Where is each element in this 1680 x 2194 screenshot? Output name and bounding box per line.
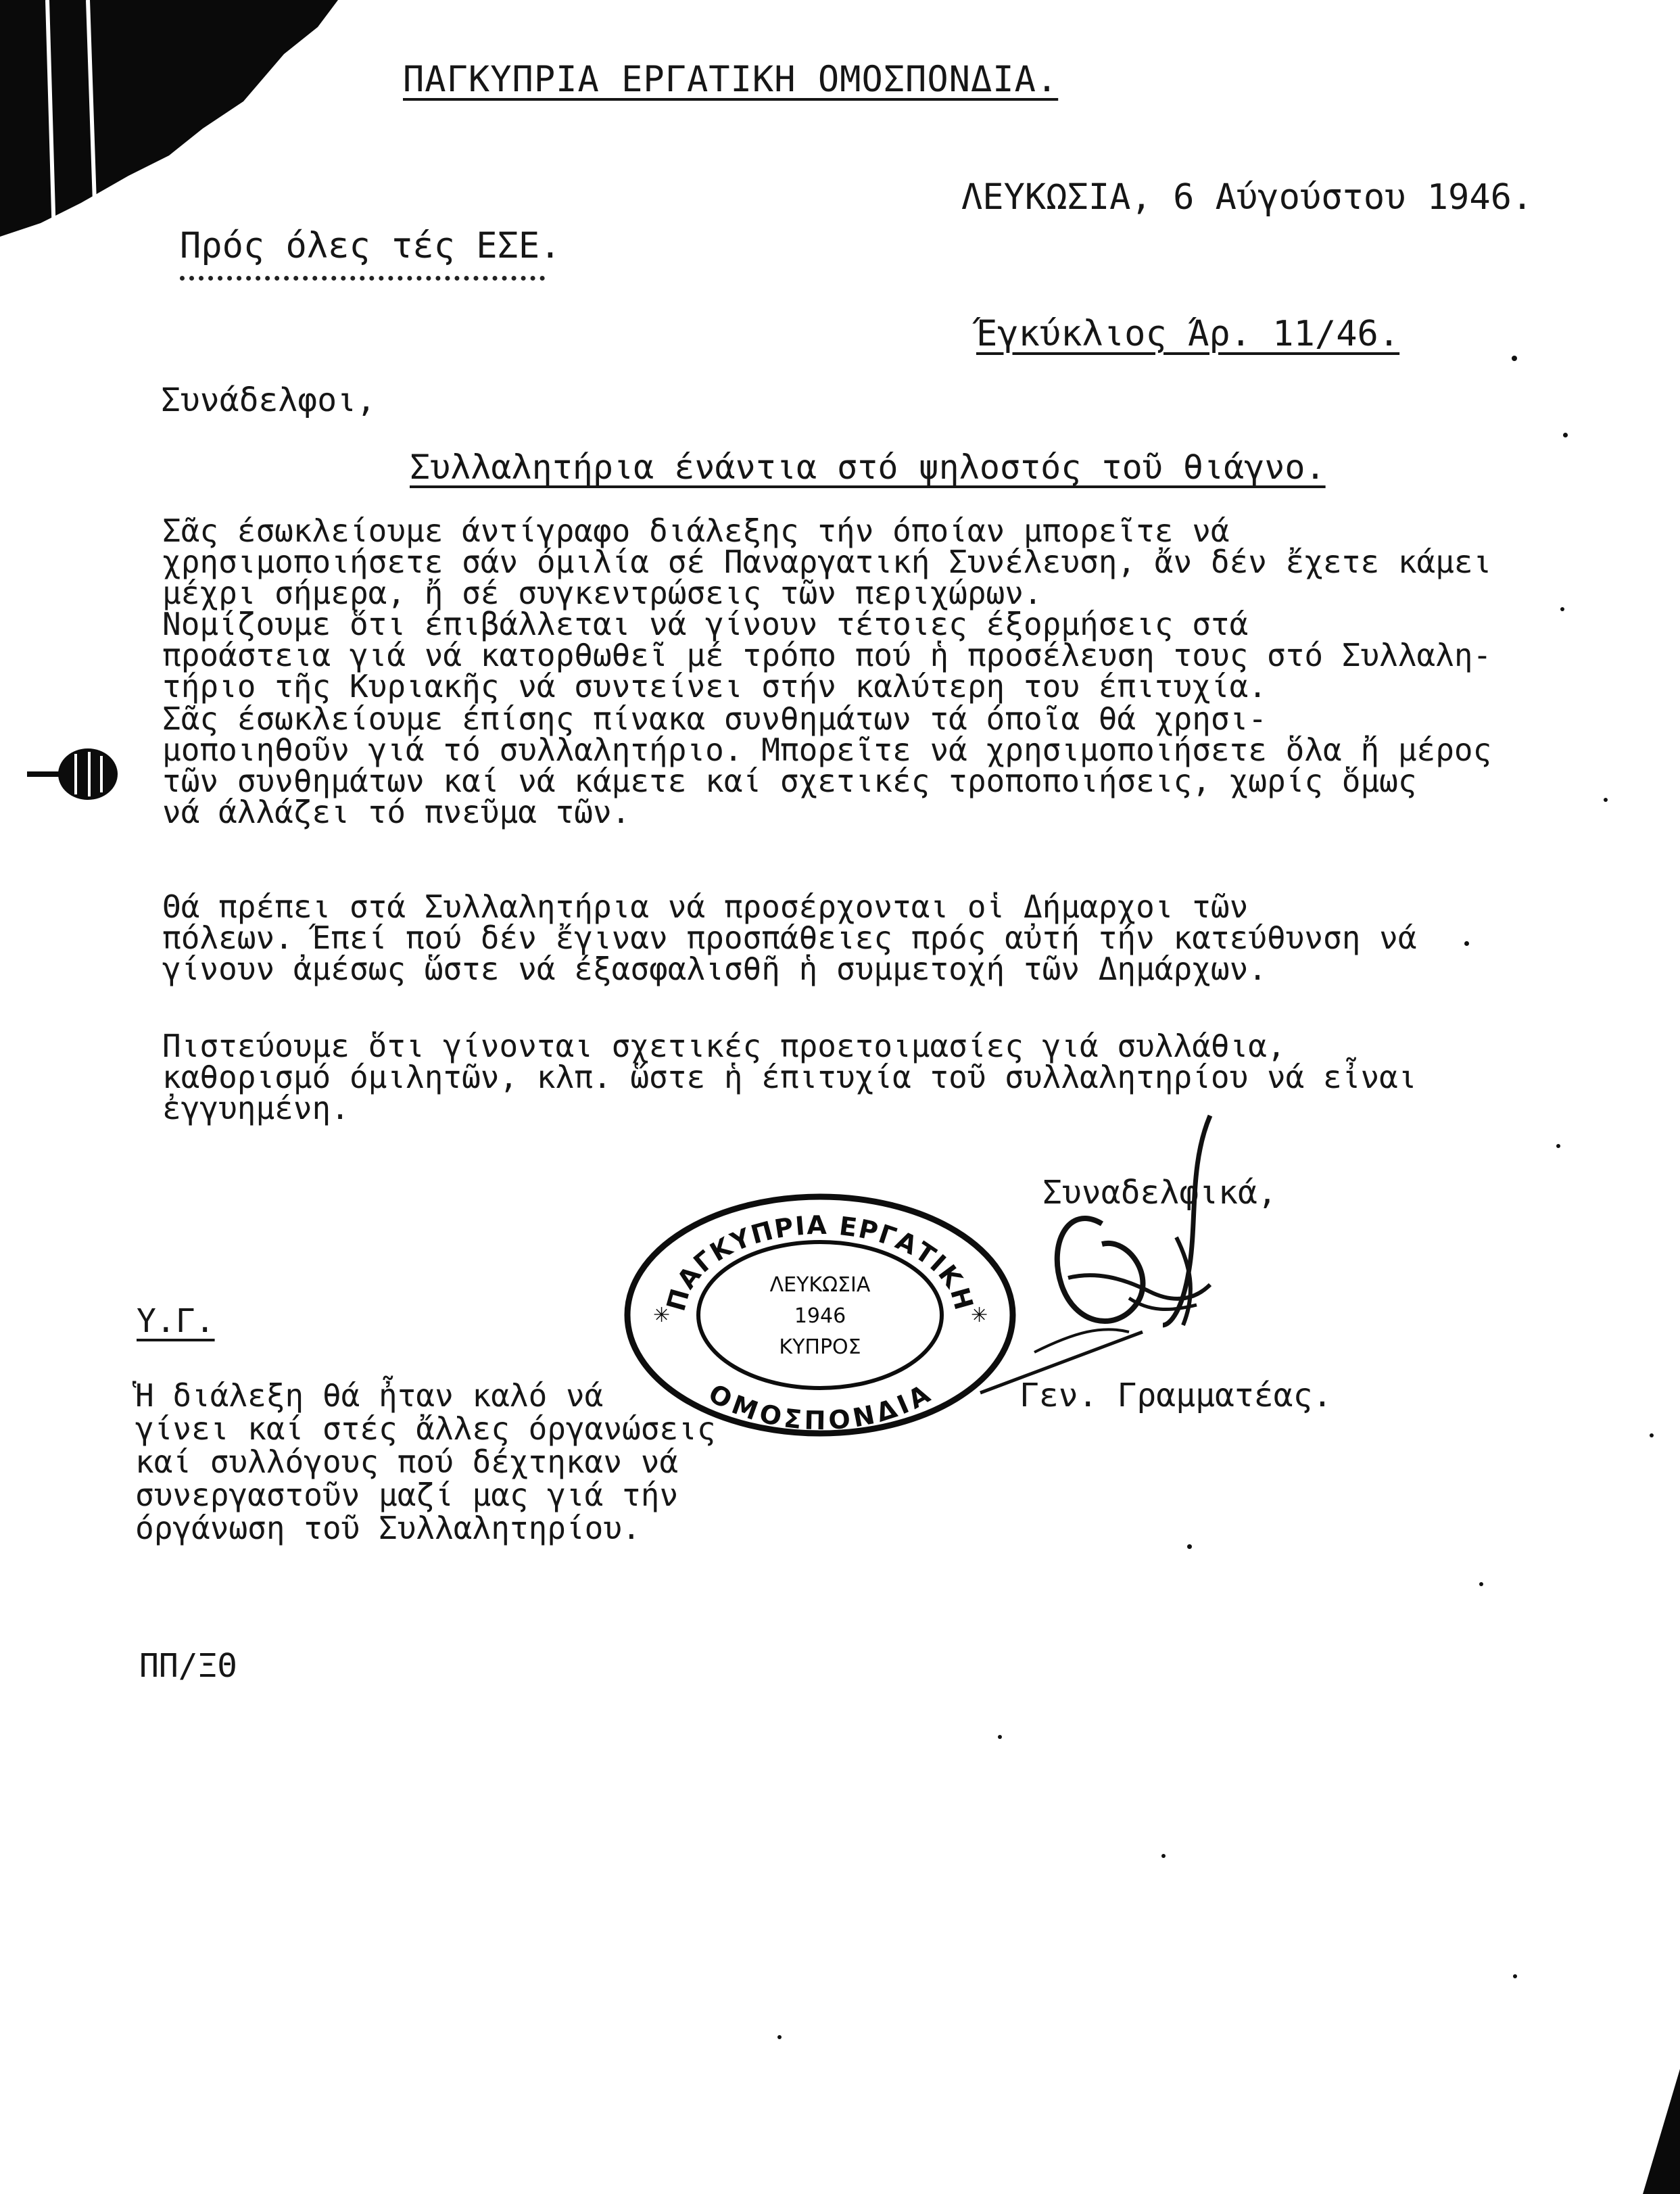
circular-reference: Έγκύκλιος Άρ. 11/46.	[976, 314, 1400, 354]
paragraph-line: μοποιηθοῦν γιά τό συλλαλητήριο. Μπορεῖτε νά χρησιμοποιήσετε ὅλα ἤ μέρος	[162, 732, 1492, 768]
scan-speck	[1650, 1433, 1654, 1437]
scan-speck	[1512, 356, 1517, 361]
paragraph-line: Νομίζουμε ὅτι έπιβάλλεται νά γίνουν τέτοιες έξορμήσεις στά	[162, 606, 1249, 642]
scan-edge-mark	[1636, 2069, 1680, 2194]
stamp-star-icon: ✳	[971, 1304, 988, 1327]
recipient-line: Πρός όλες τές ΕΣΕ.	[180, 226, 561, 266]
paragraph-line: τήριο τῆς Κυριακῆς νά συντείνει στήν καλύτερη του έπιτυχία.	[162, 668, 1267, 705]
scan-speck	[998, 1735, 1002, 1739]
scan-speck	[1187, 1544, 1192, 1549]
svg-text:ΠΑΓΚΥΠΡΙΑ ΕΡΓΑΤΙΚΗ	[661, 1210, 980, 1314]
stamp-year: 1946	[794, 1304, 846, 1328]
scan-speck	[1560, 607, 1564, 611]
recipient-dotted-underline	[180, 276, 545, 281]
postscript-line: γίνει καί στές ἄλλες όργανώσεις	[135, 1410, 716, 1447]
body-paragraph-5	[162, 1030, 1636, 1124]
paragraph-line: τῶν συνθημάτων καί νά κάμετε καί σχετικές τροποποιήσεις, χωρίς ὅμως	[162, 763, 1417, 799]
paragraph-line: μέχρι σήμερα, ἤ σέ συγκεντρώσεις τῶν περιχώρων.	[162, 575, 1042, 611]
signer-title: Γεν. Γραμματέας.	[1019, 1377, 1333, 1414]
postscript-line: όργάνωση τοῦ Συλλαλητηρίου.	[135, 1510, 641, 1546]
paragraph-line: Πιστεύουμε ὅτι γίνονται σχετικές προετοιμασίες γιά συλλάθια,	[162, 1028, 1286, 1064]
salutation: Συνάδελφοι,	[161, 381, 376, 419]
scan-speck	[1161, 1854, 1166, 1858]
postscript-body	[135, 1379, 784, 1545]
paragraph-line: χρησιμοποιήσετε σάν όμιλία σέ Παναργατική Συνέλευση, ἄν δέν ἔχετε κάμει	[162, 544, 1492, 580]
paragraph-line: Θά πρέπει στά Συλλαλητήρια νά προσέρχονται οἱ Δήμαρχοι τῶν	[162, 888, 1249, 925]
scan-speck	[1513, 1974, 1517, 1978]
stamp-city: ΛΕΥΚΩΣΙΑ	[769, 1273, 871, 1297]
scan-speck	[1556, 1144, 1560, 1148]
paragraph-line: Σᾶς έσωκλείουμε έπίσης πίνακα συνθημάτων τά όποῖα θά χρησι-	[162, 700, 1267, 737]
paragraph-line: γίνουν ἀμέσως ὥστε νά έξασφαλισθῆ ἡ συμμετοχή τῶν Δημάρχων.	[162, 951, 1267, 987]
postscript-line: συνεργαστοῦν μαζί μας γιά τήν	[135, 1477, 679, 1513]
subject-line: Συλλαλητήρια ένάντια στό ψηλοστός τοῦ θιάγνο.	[410, 448, 1326, 487]
stamp-country: ΚΥΠΡΟΣ	[779, 1335, 861, 1359]
paragraph-line: ἐγγυημένη.	[162, 1090, 350, 1126]
body-paragraph-1	[162, 512, 1636, 611]
footer-code: ΠΠ/ΞΘ	[139, 1647, 237, 1685]
postscript-line: Ἡ διάλεξη θά ἦταν καλό νά	[135, 1377, 604, 1414]
scan-speck	[1563, 433, 1568, 437]
scan-speck	[1479, 1582, 1483, 1586]
stamp-star-icon: ✳	[653, 1304, 671, 1327]
scan-speck	[1604, 798, 1608, 802]
postscript-label: Υ.Γ.	[137, 1302, 215, 1340]
scan-speck	[1464, 941, 1469, 946]
torn-corner-shadow	[0, 0, 352, 243]
postscript-line: καί συλλόγους πού δέχτηκαν νά	[135, 1444, 679, 1480]
paragraph-line: νά άλλάζει τό πνεῦμα τῶν.	[162, 794, 631, 830]
paragraph-line: προάστεια γιά νά κατορθωθεῖ μέ τρόπο πού ἡ προσέλευση τους στό Συλλαλη-	[162, 637, 1492, 673]
place-and-date: ΛΕΥΚΩΣΙΑ, 6 Αύγούστου 1946.	[961, 177, 1533, 218]
paragraph-line: Σᾶς έσωκλείουμε άντίγραφο διάλεξης τήν όποίαν μπορεῖτε νά	[162, 512, 1230, 549]
stamp-bottom-text: ΟΜΟΣΠΟΝΔΙΑ	[703, 1378, 937, 1436]
scan-speck	[777, 2035, 782, 2039]
organization-title: ΠΑΓΚΥΠΡΙΑ ΕΡΓΑΤΙΚΗ ΟΜΟΣΠΟΝΔΙΑ.	[403, 59, 1059, 100]
closing-greeting: Συναδελφικά,	[1042, 1174, 1277, 1212]
punch-hole-icon	[27, 744, 128, 805]
paragraph-line: καθορισμό όμιλητῶν, κλπ. ὥστε ἡ έπιτυχία τοῦ συλλαλητηρίου νά εἶναι	[162, 1059, 1417, 1095]
body-paragraph-2	[162, 606, 1636, 705]
body-paragraph-4	[162, 888, 1636, 987]
body-paragraph-3	[162, 700, 1636, 830]
paragraph-line: πόλεων. Έπεί πού δέν ἔγιναν προσπάθειες πρός αὐτή τήν κατεύθυνση νά	[162, 920, 1417, 956]
stamp-top-text: ΠΑΓΚΥΠΡΙΑ ΕΡΓΑΤΙΚΗ	[661, 1210, 980, 1314]
